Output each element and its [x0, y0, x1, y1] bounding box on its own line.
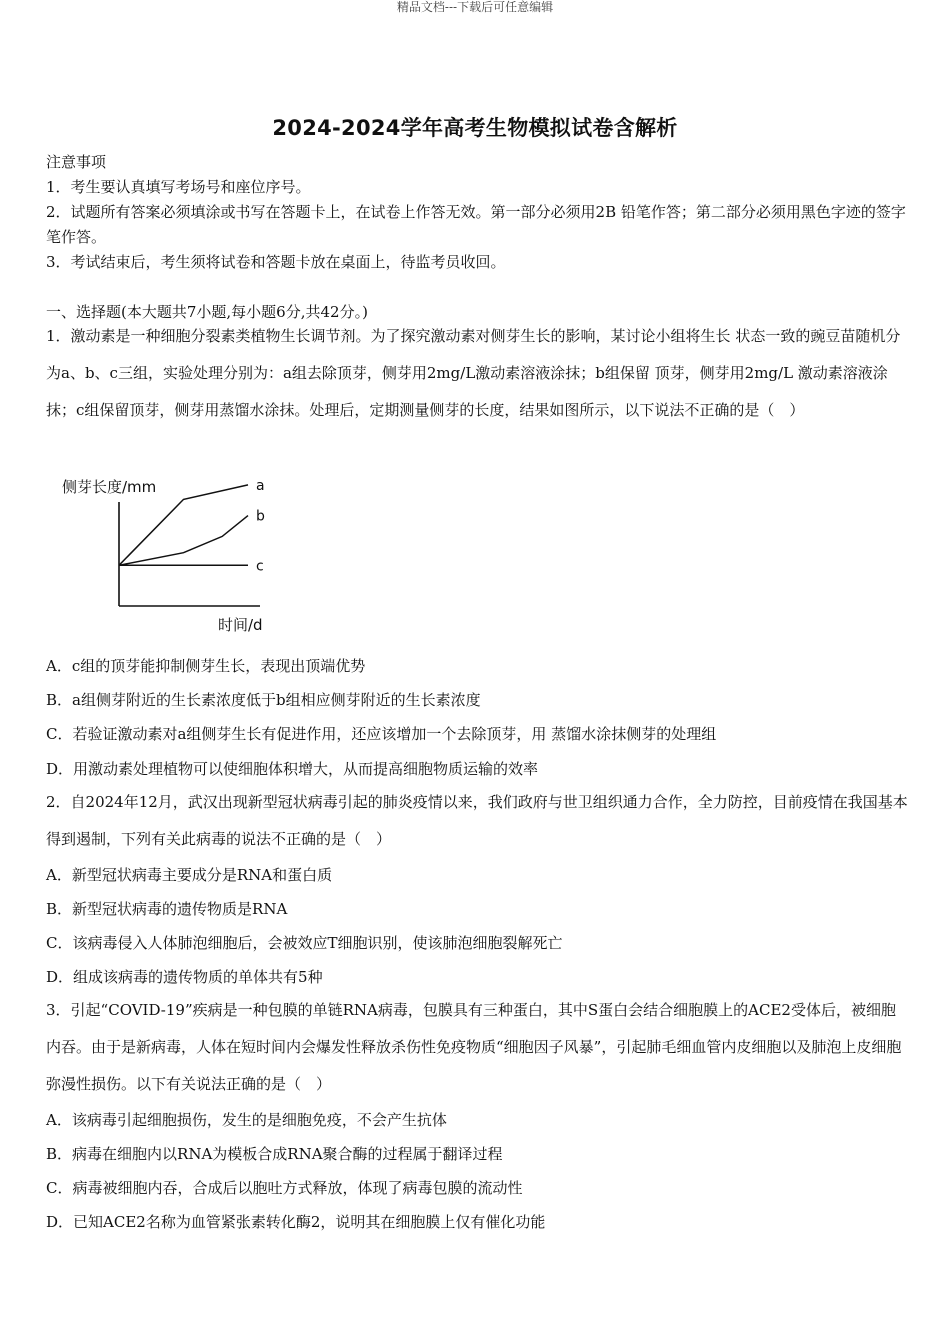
q2-option-a: A．新型冠状病毒主要成分是RNA和蛋白质: [46, 866, 333, 884]
section-heading: 一、选择题(本大题共7小题,每小题6分,共42分。): [46, 303, 368, 321]
q3-option-a: A．该病毒引起细胞损伤，发生的是细胞免疫，不会产生抗体: [46, 1111, 447, 1129]
question-1-stem: 1．激动素是一种细胞分裂素类植物生长调节剂。为了探究激动素对侧芽生长的影响，某讨论小组将生长 状态一致的豌豆苗随机分为a、b、c三组，实验处理分别为：a组去除顶芽，侧芽用2mg/L激动素溶液涂抹；b组保留 顶芽，侧芽用2mg/L 激动素溶液涂抹；c组保留顶芽，侧芽用蒸馏水涂抹。处理后，定期测量侧芽的长度，结果如图所示，以下说法不正确的是（ ）: [46, 327, 901, 419]
q1-option-d: D．用激动素处理植物可以使细胞体积增大，从而提高细胞物质运输的效率: [46, 760, 539, 778]
q1-option-b: B．a组侧芽附近的生长素浓度低于b组相应侧芽附近的生长素浓度: [46, 691, 481, 709]
notice-item-3: 3．考试结束后，考生须将试卷和答题卡放在桌面上，待监考员收回。: [46, 253, 506, 271]
chart-xlabel: 时间/d: [218, 616, 263, 634]
q2-option-d: D．组成该病毒的遗传物质的单体共有5种: [46, 968, 323, 986]
q1-option-c: C．若验证激动素对a组侧芽生长有促进作用，还应该增加一个去除顶芽，用 蒸馏水涂抹侧芽的处理组: [46, 725, 717, 743]
header-note: 精品文档---下载后可任意编辑: [396, 0, 554, 14]
series-line-b: [119, 516, 248, 566]
series-label-c: c: [256, 558, 264, 575]
q3-option-d: D．已知ACE2名称为血管紧张素转化酶2，说明其在细胞膜上仅有催化功能: [46, 1213, 546, 1231]
notice-item-2: 2．试题所有答案必须填涂或书写在答题卡上，在试卷上作答无效。第一部分必须用2B 铅笔作答；第二部分必须用黑色字迹的签字笔作答。: [46, 203, 906, 246]
question-2-stem: 2．自2024年12月，武汉出现新型冠状病毒引起的肺炎疫情以来，我们政府与世卫组织通力合作，全力防控，目前疫情在我国基本得到遏制，下列有关此病毒的说法不正确的是（ ）: [46, 793, 908, 848]
page-title: 2024-2024学年高考生物模拟试卷含解析: [272, 116, 678, 140]
q1-option-a: A．c组的顶芽能抑制侧芽生长，表现出顶端优势: [46, 657, 366, 675]
chart-ylabel: 侧芽长度/mm: [62, 478, 157, 496]
question-3-stem: 3．引起“COVID-19”疾病是一种包膜的单链RNA病毒，包膜具有三种蛋白，其中S蛋白会结合细胞膜上的ACE2受体后，被细胞内吞。由于是新病毒，人体在短时间内会爆发性释放杀伤性免疫物质“细胞因子风暴”，引起肺毛细血管内皮细胞以及肺泡上皮细胞弥漫性损伤。以下有关说法正确的是（ ）: [46, 1001, 902, 1093]
series-label-b: b: [256, 508, 265, 525]
series-label-a: a: [256, 477, 265, 494]
q3-option-c: C．病毒被细胞内吞，合成后以胞吐方式释放，体现了病毒包膜的流动性: [46, 1179, 523, 1197]
q2-option-b: B．新型冠状病毒的遗传物质是RNA: [46, 900, 288, 918]
q3-option-b: B．病毒在细胞内以RNA为模板合成RNA聚合酶的过程属于翻译过程: [46, 1145, 503, 1163]
q2-option-c: C．该病毒侵入人体肺泡细胞后，会被效应T细胞识别，使该肺泡细胞裂解死亡: [46, 934, 563, 952]
notice-item-1: 1．考生要认真填写考场号和座位序号。: [46, 178, 311, 196]
notice-heading: 注意事项: [46, 153, 107, 171]
line-chart: [56, 472, 286, 640]
